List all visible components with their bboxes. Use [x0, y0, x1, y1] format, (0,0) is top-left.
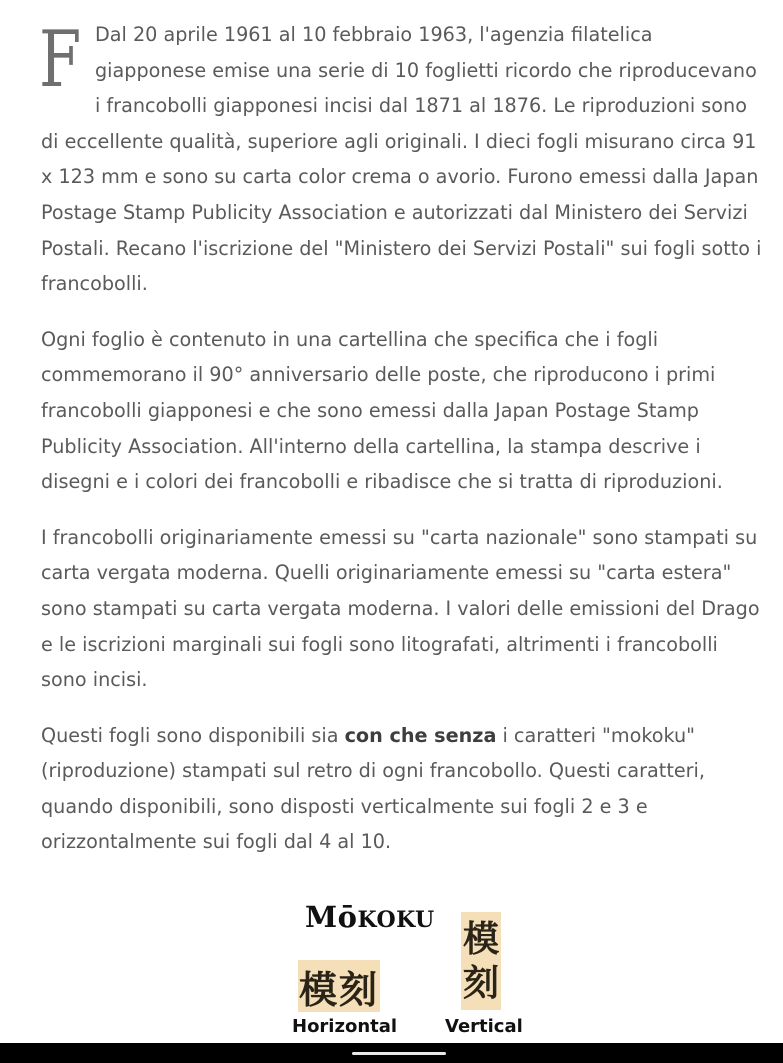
- article-body: [41, 17, 763, 880]
- vertical-characters: [461, 912, 501, 1010]
- paragraph-4-bold: con che senza: [344, 723, 497, 747]
- paragraph-2: Ogni foglio è contenuto in una cartellina che specifica che i fogli commemorano il 90° anniversario delle poste, che riproducono i primi francobolli giapponesi e che sono emessi dalla Japan Postage Stamp Publicity Association. All'interno della cartellina, la stampa descrive i disegni e i colori dei francobolli e ribadisce che si tratta di riproduzioni.: [41, 327, 723, 494]
- paragraph-4-start: Questi fogli sono disponibili sia: [41, 723, 345, 747]
- mokoku-figure: [285, 896, 535, 1046]
- vertical-char-2: 刻: [462, 962, 499, 1004]
- mokoku-title-rest: KOKU: [357, 907, 435, 933]
- system-navigation-bar: [0, 1043, 783, 1063]
- paragraph-4: [41, 718, 763, 860]
- paragraph-1: [41, 17, 763, 302]
- mokoku-title: [305, 900, 435, 934]
- horizontal-caption: Horizontal: [292, 1016, 398, 1037]
- mokoku-title-o: ō: [337, 900, 358, 934]
- home-gesture-handle[interactable]: [352, 1052, 446, 1055]
- horizontal-characters: 模刻: [298, 960, 380, 1012]
- vertical-caption: Vertical: [445, 1016, 523, 1037]
- paragraph-4-end: i caratteri "mokoku" (riproduzione) stampati sul retro di ogni francobollo. Questi caratteri, quando disponibili, sono disposti verticalmente sui fogli 2 e 3 e orizzontalmente sui fogli dal 4 al 10.: [41, 723, 705, 854]
- vertical-char-1: 模: [462, 918, 499, 960]
- drop-cap: F: [39, 15, 82, 105]
- mokoku-title-m: M: [305, 900, 338, 934]
- paragraph-1-text: Dal 20 aprile 1961 al 10 febbraio 1963, l'agenzia filatelica giapponese emise una serie di 10 foglietti ricordo che riproducevano i francobolli giapponesi incisi dal 1871 al 1876. Le riproduzioni sono di eccellente qualità, superiore agli originali. I dieci fogli misurano circa 91 x 123 mm e sono su carta color crema o avorio. Furono emessi dalla Japan Postage Stamp Publicity Association e autorizzati dal Ministero dei Servizi Postali. Recano l'iscrizione del "Ministero dei Servizi Postali" sui fogli sotto i francobolli.: [41, 23, 762, 296]
- paragraph-3: I francobolli originariamente emessi su "carta nazionale" sono stampati su carta vergata moderna. Quelli originariamente emessi su "carta estera" sono stampati su carta vergata moderna. I valori delle emissioni del Drago e le iscrizioni marginali sui fogli sono litografati, altrimenti i francobolli sono incisi.: [41, 525, 760, 692]
